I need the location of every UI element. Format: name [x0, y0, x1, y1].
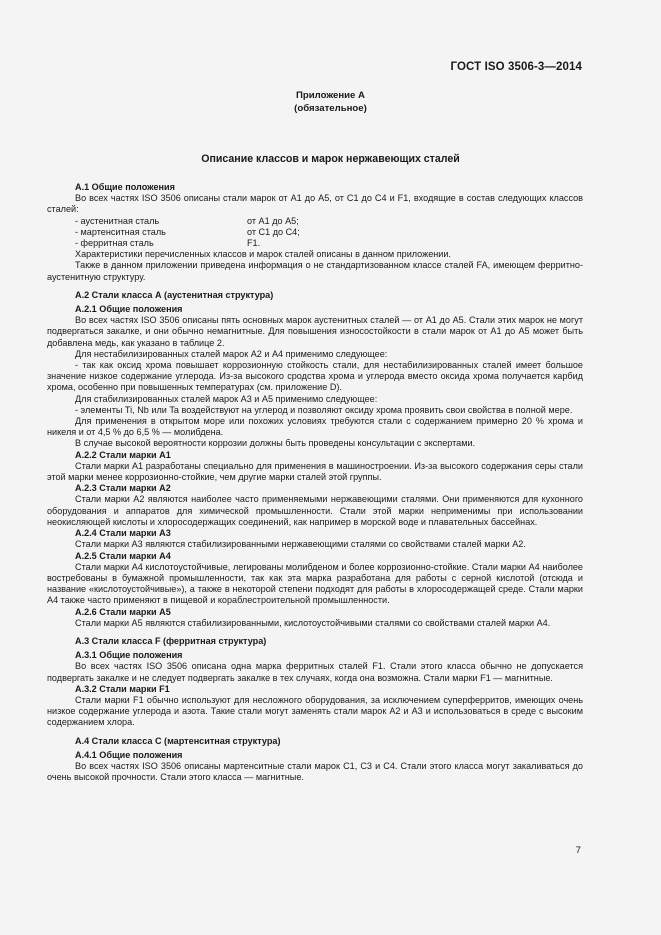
paragraph: Стали марки А4 кислотоустойчивые, легированы молибденом и более коррозионно-стойкие. Стали марки А4 наиболее востребованы в бумажной промышленности, так как эта марка разработана для работы с серной кислотой (отсюда и название «кислотоустойчивые»), а также в некоторой степени подходят для работы в хлоросодержащей среде. Стали марки А4 также часто применяют в пищевой и кораблестроительной промышленности.: [47, 561, 583, 606]
list-item-name: - аустенитная сталь: [75, 215, 160, 226]
subsection-heading: А.2.6 Стали марки А5: [75, 606, 171, 617]
subsection-heading: А.2.1 Общие положения: [75, 304, 183, 315]
paragraph: Стали марки А2 являются наиболее часто применяемыми нержавеющими сталями. Они применяются для кухонного оборудования и аппаратов для химической промышленности. Стали этой марки неприменимы при использовании неокисляющей кислоты и хлоросодержащих соединений, как например в морской воде и плавательных бассейнах.: [47, 494, 583, 527]
subsection-heading: А.3.2 Стали марки F1: [75, 683, 170, 694]
list-item-range: от А1 до А5;: [247, 215, 299, 226]
subsection-heading: А.3.1 Общие положения: [75, 650, 183, 661]
paragraph: Во всех частях ISO 3506 описаны стали марок от А1 до А5, от С1 до С4 и F1, входящие в состав следующих классов сталей:: [47, 193, 583, 215]
paragraph: В случае высокой вероятности коррозии должны быть проведены консультации с экспертами.: [75, 438, 476, 449]
paragraph: Стали марки F1 обычно используют для несложного оборудования, за исключением суперферритов, имеющих очень низкое содержание углерода и азота. Такие стали могут заменять стали марок А2 и А3 и использоваться в среде с высоким содержанием хлора.: [47, 694, 583, 728]
paragraph: Стали марки А1 разработаны специально для применения в машиностроении. Из-за высокого содержания серы стали этой марки менее коррозионно-стойкие, чем другие марки сталей этой группы.: [47, 460, 583, 483]
appendix-heading: [0, 90, 661, 115]
appendix-label: Приложение А: [296, 90, 365, 101]
paragraph: Во всех частях ISO 3506 описаны мартенситные стали марок С1, С3 и С4. Стали этого класса могут закаливаться до очень высокой прочности. Стали этого класса — магнитные.: [47, 760, 583, 783]
list-item: [47, 227, 583, 238]
section-heading: А.3 Стали класса F (ферритная структура): [75, 635, 267, 646]
paragraph: Для нестабилизированных сталей марок А2 и А4 применимо следующее:: [75, 348, 388, 359]
document-body: [47, 182, 583, 783]
paragraph: Во всех частях ISO 3506 описана одна марка ферритных сталей F1. Стали этого класса обычно не допускается подвергать закалке и не следует подвергать закалке в тех случаях, когда она возможна. Стали марки F1 — магнитные.: [47, 661, 583, 683]
page-number: 7: [575, 845, 581, 856]
appendix-status: (обязательное): [294, 102, 367, 114]
paragraph: - так как оксид хрома повышает коррозионную стойкость стали, для нестабилизированных сталей имеет большое значение низкое содержание углерода. Из-за высокого сродства хрома и углерода вместо оксида хрома получается карбид хрома, особенно при повышенных температурах (см. приложение D).: [47, 360, 583, 393]
paragraph: - элементы Ti, Nb или Ta воздействуют на углерод и позволяют оксиду хрома проявить свои свойства в полной мере.: [75, 404, 573, 415]
section-heading: А.4 Стали класса С (мартенситная структура): [75, 735, 281, 746]
subsection-heading: А.2.3 Стали марки А2: [75, 483, 171, 494]
section-heading: А.1 Общие положения: [75, 182, 175, 192]
paragraph: Стали марки А3 являются стабилизированными нержавеющими сталями со свойствами сталей марки А2.: [75, 539, 526, 550]
paragraph: Во всех частях ISO 3506 описаны пять основных марок аустенитных сталей — от А1 до А5. Стали этих марок не могут подвергаться закалке, и они обычно немагнитные. Для повышения износостойкости в стали марок от А1 до А5 может быть добавлена медь, как указано в таблице 2.: [47, 315, 583, 348]
document-title: Описание классов и марок нержавеющих сталей: [201, 153, 460, 165]
subsection-heading: А.2.2 Стали марки А1: [75, 449, 171, 460]
paragraph: Для применения в открытом море или похожих условиях требуются стали с содержанием примерно 20 % хрома и никеля и от 4,5 % до 6,5 % — молибдена.: [47, 416, 583, 438]
list-item-range: от С1 до С4;: [247, 226, 300, 237]
list-item-name: - ферритная сталь: [75, 238, 154, 249]
subsection-heading: А.2.4 Стали марки А3: [75, 528, 171, 539]
paragraph: Также в данном приложении приведена информация о не стандартизованном классе сталей FA, имеющем ферритно-аустенитную структуру.: [47, 260, 583, 282]
section-heading: А.2 Стали класса А (аустенитная структура): [75, 289, 274, 300]
list-item-name: - мартенситная сталь: [75, 226, 166, 237]
paragraph: Для стабилизированных сталей марок А3 и А5 применимо следующее:: [75, 393, 378, 404]
list-item: [47, 238, 583, 249]
subsection-heading: А.4.1 Общие положения: [75, 749, 183, 760]
list-item: [47, 216, 583, 227]
subsection-heading: А.2.5 Стали марки А4: [75, 550, 171, 561]
paragraph: Стали марки А5 являются стабилизированными, кислотоустойчивыми сталями со свойствами сталей марки А4.: [75, 617, 551, 628]
list-item-range: F1.: [247, 238, 261, 249]
paragraph: Характеристики перечисленных классов и марок сталей описаны в данном приложении.: [75, 249, 451, 260]
standard-code: ГОСТ ISO 3506-3—2014: [450, 61, 582, 73]
